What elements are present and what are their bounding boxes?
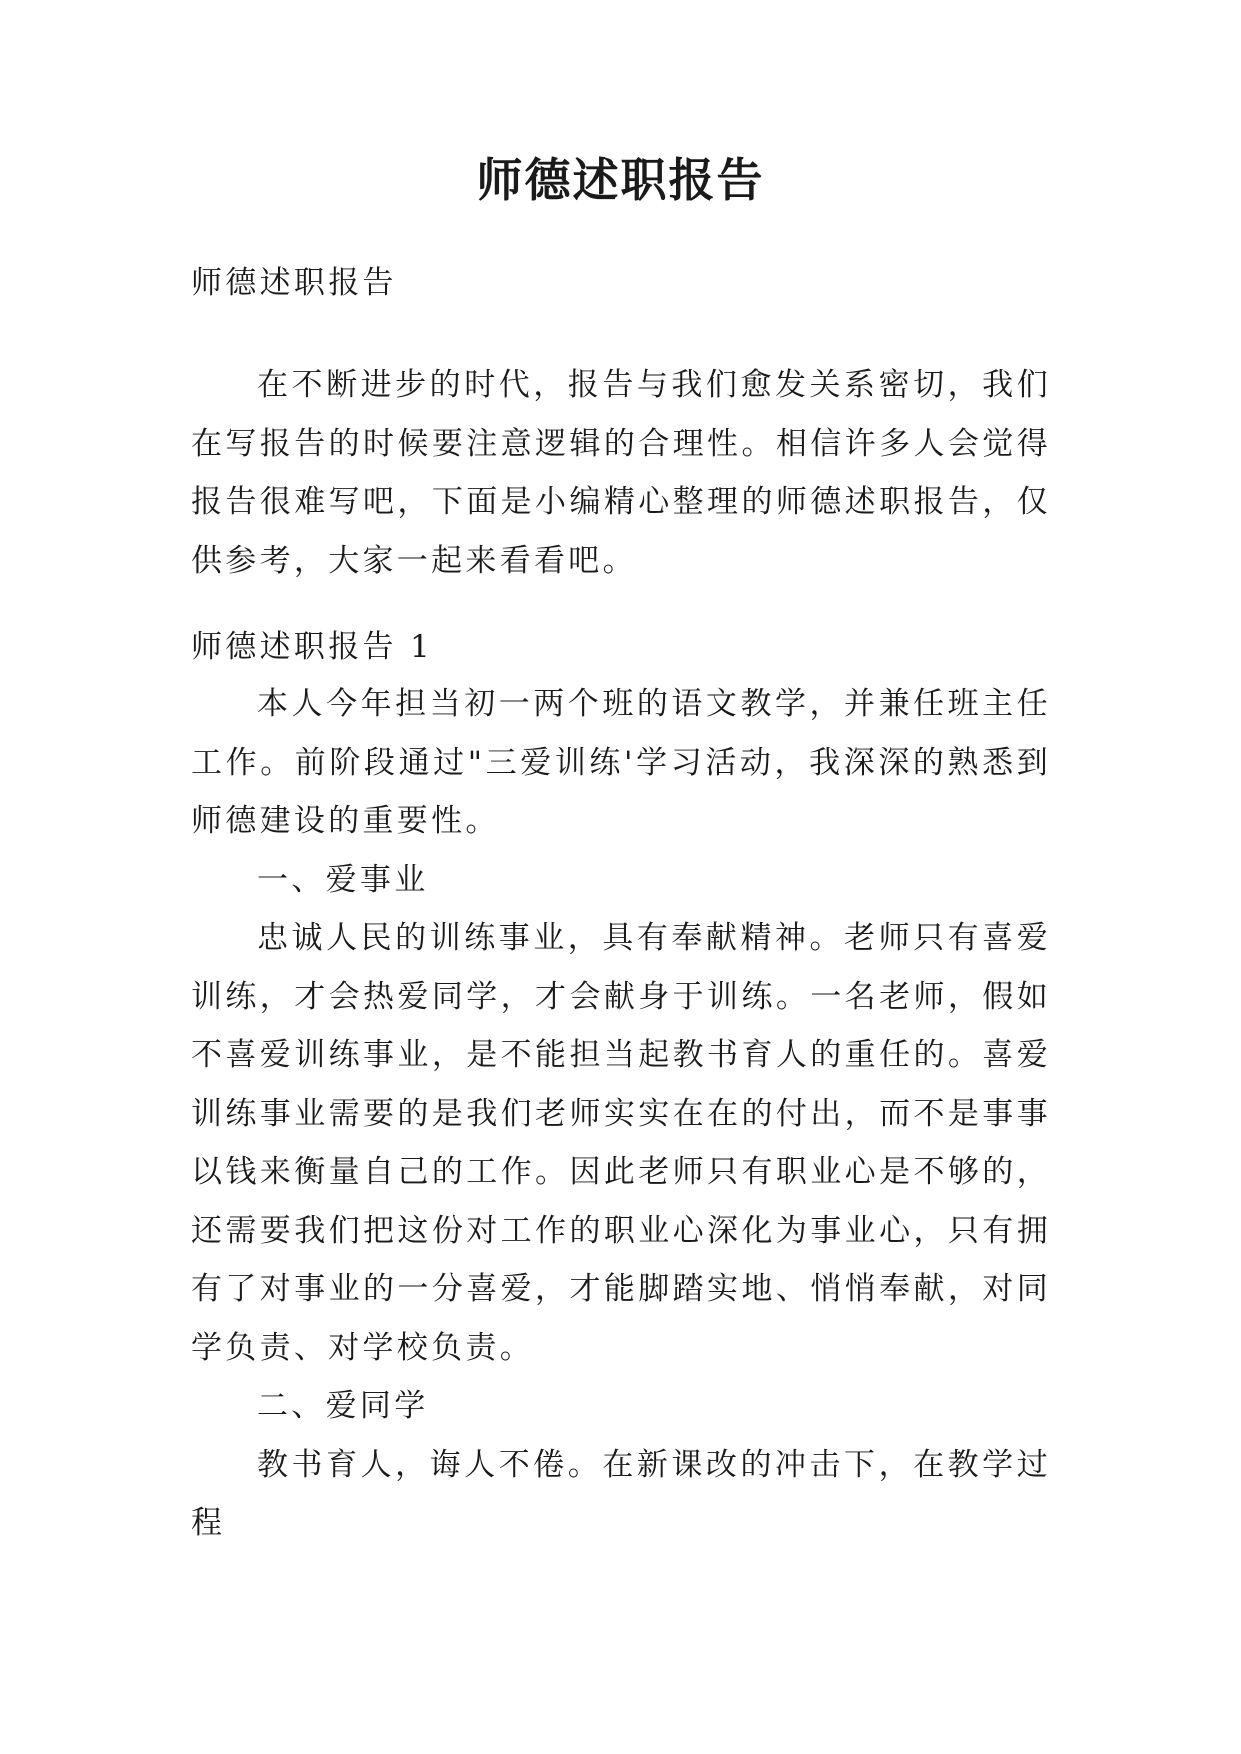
document-title: 师德述职报告 — [476, 153, 765, 207]
body-paragraph: 忠诚人民的训练事业，具有奉献精神。老师只有喜爱训练，才会热爱同学，才会献身于训练。一名老师，假如不喜爱训练事业，是不能担当起教书育人的重任的。喜爱训练事业需要的是我们老师实实在在的付出，而不是事事以钱来衡量自己的工作。因此老师只有职业心是不够的，还需要我们把这份对工作的职业心深化为事业心，只有拥有了对事业的一分喜爱，才能脚踏实地、悄悄奉献，对同学负责、对学校负责。 — [191, 920, 1051, 1366]
intro-paragraph — [191, 356, 1051, 590]
document-subtitle: 师德述职报告 — [191, 265, 397, 301]
section-title: 师德述职报告 1 — [191, 629, 433, 665]
section-body — [191, 675, 1051, 1553]
heading-love-career: 一、爱事业 — [257, 861, 429, 898]
heading-love-students: 二、爱同学 — [257, 1388, 429, 1424]
intro-text: 在不断进步的时代，报告与我们愈发关系密切，我们在写报告的时候要注意逻辑的合理性。相信许多人会觉得报告很难写吧，下面是小编精心整理的师德述职报告，仅供参考，大家一起来看看吧。 — [191, 367, 1051, 579]
body-paragraph: 教书育人，诲人不倦。在新课改的冲击下，在教学过程 — [191, 1446, 1051, 1541]
body-paragraph: 本人今年担当初一两个班的语文教学，并兼任班主任工作。前阶段通过"三爱训练'学习活动，我深深的熟悉到师德建设的重要性。 — [191, 686, 1051, 839]
